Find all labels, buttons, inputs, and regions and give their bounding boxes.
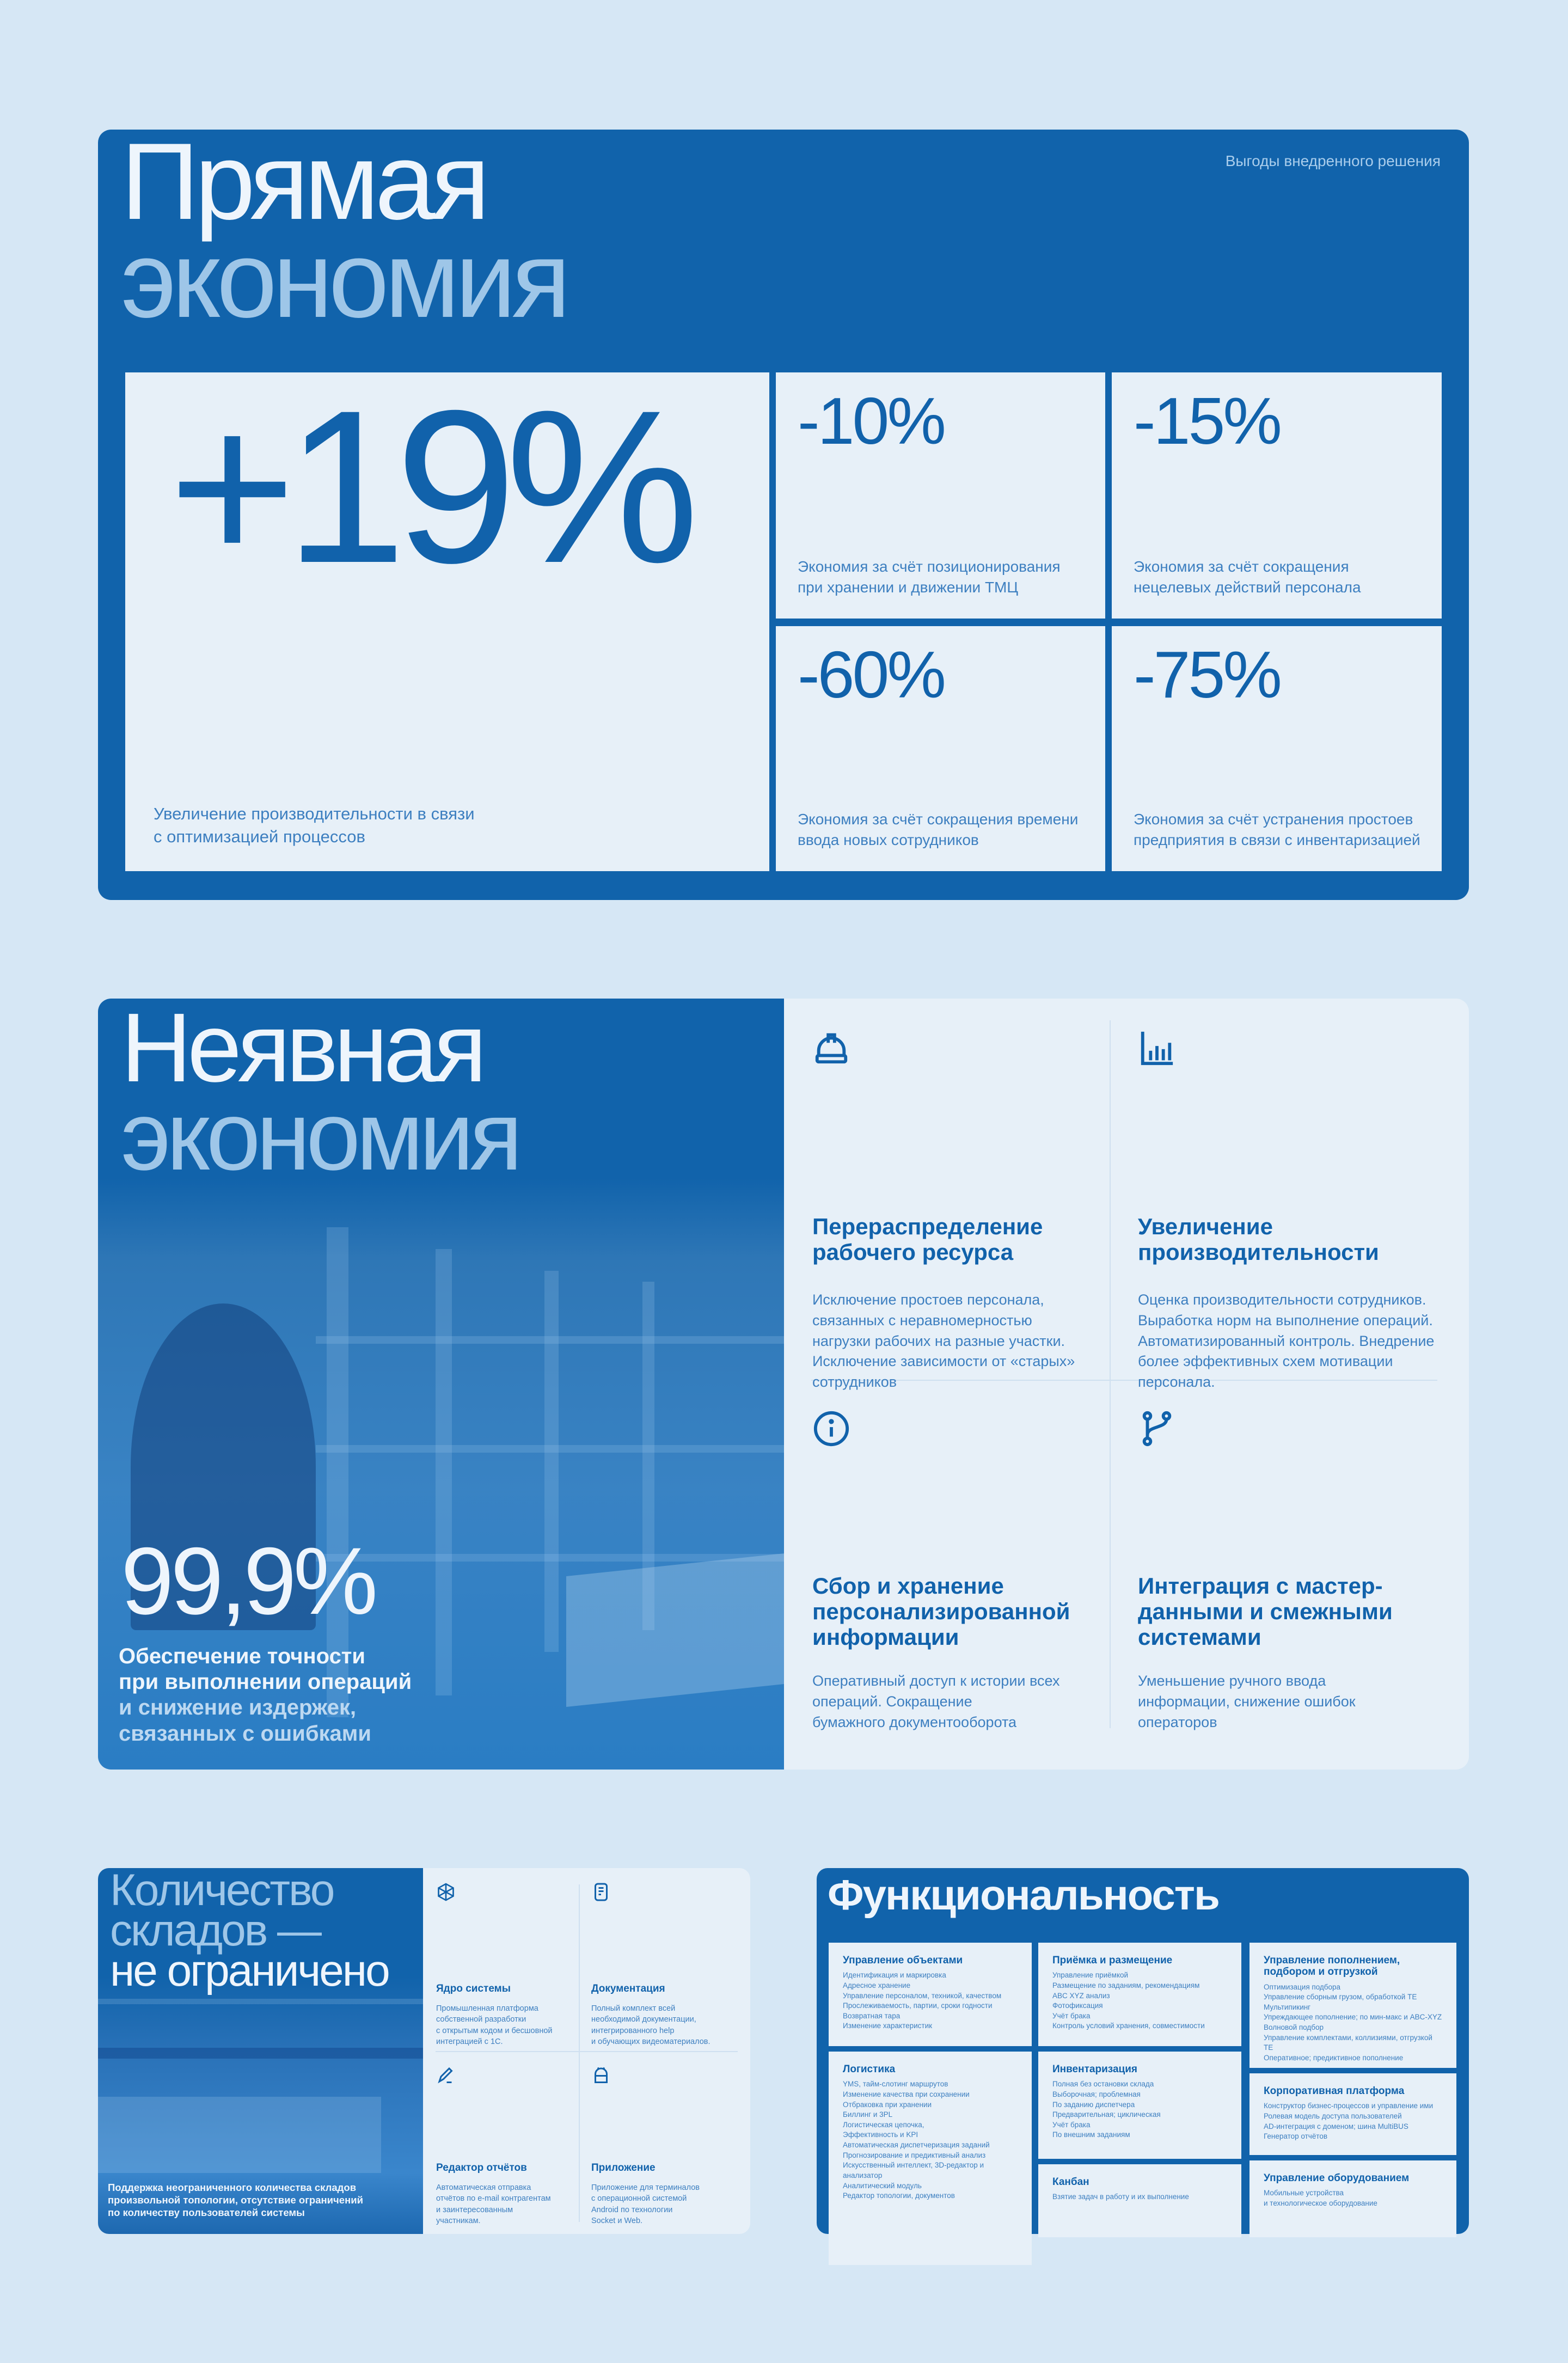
function-cell <box>1250 1943 1456 2068</box>
title-line-3: не ограничено <box>110 1945 389 1995</box>
function-list-item: Логистическая цепочка, <box>843 2120 924 2129</box>
function-list-item: Эффективность и KPI <box>843 2131 918 2139</box>
function-cell <box>1250 2073 1456 2155</box>
feature-text: Оценка производительности сотрудников. Выработка норм на выполнение операций. Автоматизированный контроль. Внедрение более эффективных схем мотивации персонала. <box>1138 1291 1435 1391</box>
function-cell-title: Инвентаризация <box>1052 2064 1137 2075</box>
function-list-item: Упреждающее пополнение; по мин-макс и ABC-XYZ <box>1264 2013 1442 2022</box>
capability-title: Приложение <box>591 2162 656 2174</box>
main-stat-caption: Увеличение производительности в связи с оптимизацией процессов <box>154 804 475 847</box>
warehouses-panel <box>98 1868 750 2234</box>
function-cell <box>1038 2164 1241 2237</box>
function-list-item: и технологическое оборудование <box>1264 2199 1377 2207</box>
capability-item <box>591 2065 733 2229</box>
function-list <box>843 2079 1018 2201</box>
section-tag: Выгоды внедренного решения <box>1225 152 1441 169</box>
function-list-item: Генератор отчётов <box>1264 2132 1328 2141</box>
feature-text: Оперативный доступ к истории всех операций. Сокращение бумажного документооборота <box>812 1673 1060 1730</box>
function-list-item: Предварительная; циклическая <box>1052 2110 1161 2119</box>
function-list-item: Ролевая модель доступа пользователей <box>1264 2111 1402 2120</box>
capability-text: Автоматическая отправка отчётов по e-mail контрагентам и заинтересованным участникам. <box>436 2183 551 2225</box>
function-list-item: Управление приёмкой <box>1052 1971 1129 1980</box>
main-stat-value: +19% <box>169 365 689 608</box>
function-list-item: Управление сборным грузом, обработкой ТЕ <box>1264 1993 1417 2001</box>
main-stat-card <box>125 365 769 871</box>
function-list-item: По заданию диспетчера <box>1052 2100 1135 2109</box>
git-branch-icon <box>1138 1410 1176 1448</box>
function-cell <box>829 2052 1032 2265</box>
function-list-item: AD-интеграция с доменом; шина MultiBUS <box>1264 2122 1408 2131</box>
title-line-2: складов — <box>110 1905 321 1955</box>
feature-item <box>812 1410 1117 1747</box>
function-list-item: Оперативное; предиктивное пополнение <box>1264 2053 1404 2062</box>
function-list-item: Мультипикинг <box>1264 2003 1311 2011</box>
warehouses-title <box>110 1868 389 1995</box>
function-cell-title: Логистика <box>843 2064 896 2075</box>
function-cell-title: Корпоративная платформа <box>1264 2085 1405 2097</box>
worker-photo <box>98 999 784 1770</box>
caption-primary: Обеспечение точности при выполнении операций <box>119 1644 412 1694</box>
stat-value: -75% <box>1134 638 1280 712</box>
function-list-item: Размещение по заданиям, рекомендациям <box>1052 1981 1200 1989</box>
title-line-1: Количество <box>110 1868 334 1915</box>
function-cell <box>829 1943 1032 2046</box>
capability-item <box>436 2065 578 2229</box>
stat-caption: Экономия за счёт устранения простоев предприятия в связи с инвентаризацией <box>1134 811 1420 849</box>
function-list-item: Прослеживаемость, партии, сроки годности <box>843 2001 993 2010</box>
features-grid <box>784 999 1469 1770</box>
capability-title: Ядро системы <box>436 1983 511 1994</box>
stat-caption: Экономия за счёт сокращения времени ввода новых сотрудников <box>798 811 1079 849</box>
function-list-item: Автоматическая диспетчеризация заданий <box>843 2141 990 2150</box>
info-icon <box>812 1410 850 1448</box>
capability-title: Редактор отчётов <box>436 2162 527 2174</box>
feature-title: Интеграция с мастер- данными и смежными системами <box>1138 1573 1393 1650</box>
implicit-savings-panel <box>98 999 1469 1770</box>
function-list-item: Возвратная тара <box>843 2011 901 2020</box>
stat-card <box>776 626 1105 871</box>
function-list-item: Полная без остановки склада <box>1052 2080 1154 2089</box>
capability-item <box>591 1882 733 2046</box>
function-list-item: Отбраковка при хранении <box>843 2100 932 2109</box>
warehouses-caption: Поддержка неограниченного количества складов произвольной топологии, отсутствие ограничений по количеству пользователей системы <box>108 2182 363 2219</box>
function-list-item: Фотофиксация <box>1052 2001 1103 2010</box>
function-list-item: Взятие задач в работу и их выполнение <box>1052 2193 1189 2201</box>
function-list-item: Искусственный интеллект, 3D-редактор и анализатор <box>843 2161 984 2180</box>
function-list-item: Мобильные устройства <box>1264 2189 1344 2197</box>
stat-value: -10% <box>798 384 944 458</box>
function-list-item: Волновой подбор <box>1264 2023 1324 2032</box>
stat-card <box>776 372 1105 619</box>
function-list <box>1264 1982 1442 2064</box>
function-list <box>843 1970 1018 2031</box>
stat-caption: Экономия за счёт позиционирования при хранении и движении ТМЦ <box>798 558 1061 596</box>
function-list-item: YMS, тайм-слотинг маршрутов <box>843 2080 948 2089</box>
stat-card <box>1112 372 1442 619</box>
function-list-item: Прогнозирование и предиктивный анализ <box>843 2151 986 2159</box>
function-list-item: Редактор топологии, документов <box>843 2191 955 2200</box>
function-cell <box>1038 2052 1241 2159</box>
function-cell-title: Приёмка и размещение <box>1052 1955 1173 1966</box>
function-list <box>1264 2188 1442 2208</box>
accuracy-stat: 99,9% <box>121 1528 375 1634</box>
capability-text: Приложение для терминалов с операционной системой Android по технологии Socket и Web. <box>591 2183 700 2225</box>
capability-text: Полный комплект всей необходимой документации, интегрированного help и обучающих видеоматериалов. <box>591 2004 710 2046</box>
function-list-item: Конструктор бизнес-процессов и управление ими <box>1264 2102 1434 2110</box>
feature-title: Перераспределение рабочего ресурса <box>812 1214 1043 1265</box>
stat-value: -60% <box>798 638 944 712</box>
function-list-item: Изменение характеристик <box>843 2022 933 2030</box>
functionality-title: Функциональность <box>828 1871 1219 1919</box>
function-list-item: Учёт брака <box>1052 2120 1091 2129</box>
implicit-title-line-2: экономия <box>121 1081 519 1191</box>
functionality-panel <box>817 1868 1469 2234</box>
network-icon <box>436 1882 456 1902</box>
function-list <box>1264 2101 1442 2142</box>
function-list-item: Управление персоналом, техникой, качеством <box>843 1991 1002 2000</box>
function-list-item: Учёт брака <box>1052 2011 1091 2020</box>
android-icon <box>591 2065 611 2085</box>
function-cell-title: Канбан <box>1052 2176 1089 2188</box>
function-cell-title: Управление пополнением, подбором и отгрузкой <box>1264 1955 1400 1978</box>
warehouse-photo <box>98 1868 423 2234</box>
function-list-item: Контроль условий хранения, совместимости <box>1052 2022 1205 2030</box>
stat-caption: Экономия за счёт сокращения нецелевых действий персонала <box>1134 558 1361 596</box>
capability-title: Документация <box>591 1983 665 1994</box>
stat-card <box>1112 626 1442 871</box>
function-cell-title: Управление оборудованием <box>1264 2172 1410 2184</box>
title-line-1: Прямая <box>121 121 486 242</box>
function-list-item: Идентификация и маркировка <box>843 1971 946 1980</box>
pen-icon <box>436 2065 456 2085</box>
function-list-item: Биллинг и 3PL <box>843 2110 893 2119</box>
document-icon <box>591 1882 611 1902</box>
function-cell <box>1250 2160 1456 2237</box>
function-cell <box>1038 1943 1241 2046</box>
feature-title: Сбор и хранение персонализированной информации <box>812 1573 1070 1650</box>
function-cell-title: Управление объектами <box>843 1955 963 1966</box>
function-list-item: ABC XYZ анализ <box>1052 1991 1110 2000</box>
function-list <box>1052 1970 1227 2031</box>
helmet-icon <box>812 1029 850 1067</box>
direct-savings-panel <box>98 121 1469 900</box>
accuracy-caption <box>119 1644 412 1747</box>
feature-text: Уменьшение ручного ввода информации, снижение ошибок операторов <box>1138 1673 1356 1730</box>
stat-value: -15% <box>1134 384 1280 458</box>
feature-item <box>1138 1029 1443 1391</box>
title-line-2: экономия <box>121 219 567 340</box>
feature-title: Увеличение производительности <box>1138 1214 1379 1265</box>
bar-chart-icon <box>1138 1029 1176 1067</box>
function-list-item: Управление комплектами, коллизиями, отгрузкой ТЕ <box>1264 2033 1432 2052</box>
function-list-item: Выборочная; проблемная <box>1052 2090 1141 2098</box>
function-list-item: Изменение качества при сохранении <box>843 2090 970 2098</box>
function-list <box>1052 2079 1227 2140</box>
implicit-title-line-1: Неявная <box>121 999 483 1103</box>
capability-text: Промышленная платформа собственной разработки с открытым кодом и бесшовной интеграцией с 1С. <box>436 2004 553 2046</box>
caption-secondary: и снижение издержек, связанных с ошибками <box>119 1695 371 1746</box>
function-list-item: Оптимизация подбора <box>1264 1982 1341 1991</box>
function-list <box>1052 2192 1227 2202</box>
feature-text: Исключение простоев персонала, связанных с неравномерностью нагрузки рабочих на разные участки. Исключение зависимости от «старых» сотрудников <box>812 1291 1075 1391</box>
function-list-item: Аналитический модуль <box>843 2181 922 2190</box>
feature-item <box>1138 1410 1443 1747</box>
function-list-item: Адресное хранение <box>843 1981 911 1989</box>
direct-title <box>121 121 567 340</box>
function-list-item: По внешним заданиям <box>1052 2131 1130 2139</box>
capability-item <box>436 1882 578 2046</box>
feature-item <box>812 1029 1117 1391</box>
